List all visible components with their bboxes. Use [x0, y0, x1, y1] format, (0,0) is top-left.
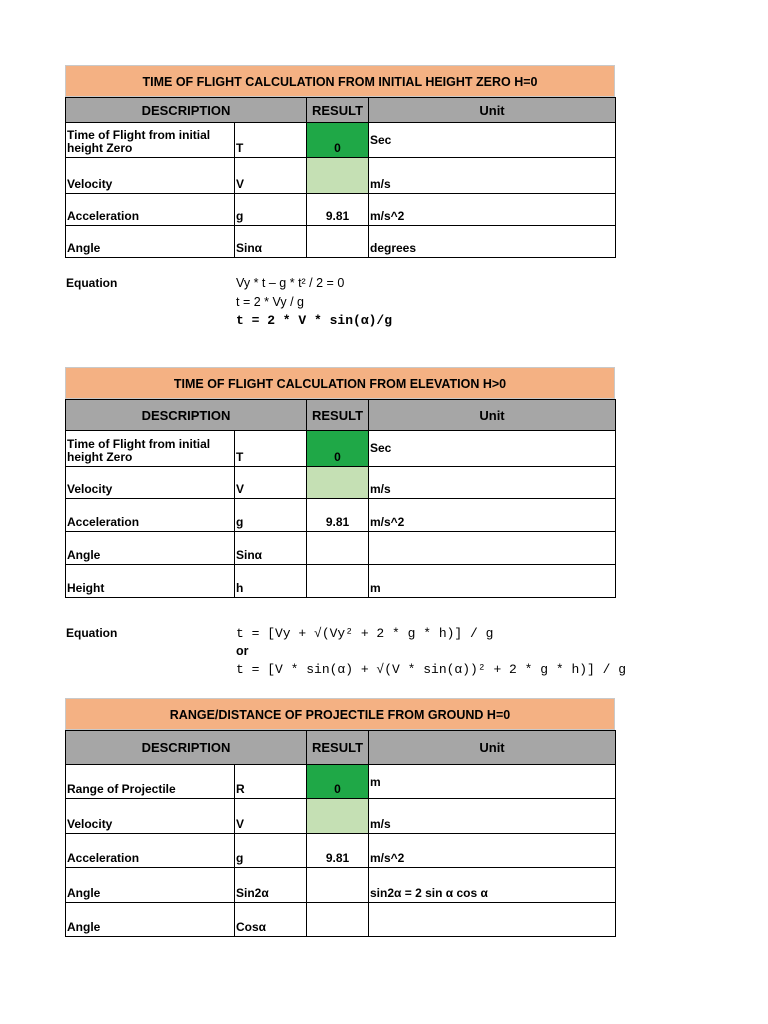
row-symbol: R: [235, 765, 307, 799]
row-unit: degrees: [369, 226, 616, 258]
result-cell[interactable]: 0: [307, 123, 369, 158]
header-unit: Unit: [369, 400, 616, 431]
header-description: DESCRIPTION: [66, 400, 307, 431]
row-symbol: T: [235, 431, 307, 467]
header-result: RESULT: [307, 400, 369, 431]
angle-input-cell[interactable]: [307, 868, 369, 903]
table-row: [66, 467, 616, 499]
angle-input-cell[interactable]: [307, 226, 369, 258]
section-title: TIME OF FLIGHT CALCULATION FROM INITIAL HEIGHT ZERO H=0: [65, 65, 615, 97]
row-symbol: Sinα: [235, 226, 307, 258]
equation-label: Equation: [66, 626, 118, 640]
table-row: [66, 226, 616, 258]
table-row: [66, 194, 616, 226]
row-symbol: g: [235, 499, 307, 532]
section-range-of-projectile: [65, 698, 615, 937]
table-row: [66, 799, 616, 834]
result-cell[interactable]: 0: [307, 765, 369, 799]
header-description: DESCRIPTION: [66, 731, 307, 765]
angle-input-cell[interactable]: [307, 532, 369, 565]
row-description: Velocity: [66, 799, 235, 834]
row-symbol: V: [235, 467, 307, 499]
row-unit: m/s^2: [369, 194, 616, 226]
row-unit: [369, 903, 616, 937]
height-input-cell[interactable]: [307, 565, 369, 598]
header-result: RESULT: [307, 731, 369, 765]
row-unit: m: [369, 565, 616, 598]
row-symbol: V: [235, 799, 307, 834]
row-symbol: Sin2α: [235, 868, 307, 903]
row-description: Acceleration: [66, 499, 235, 532]
row-symbol: g: [235, 194, 307, 226]
velocity-input-cell[interactable]: [307, 799, 369, 834]
calc-table: [65, 97, 616, 258]
row-symbol: T: [235, 123, 307, 158]
header-unit: Unit: [369, 731, 616, 765]
row-description: Angle: [66, 903, 235, 937]
result-cell[interactable]: 9.81: [307, 834, 369, 868]
table-row: [66, 903, 616, 937]
row-description: Height: [66, 565, 235, 598]
row-description: Velocity: [66, 158, 235, 194]
row-symbol: Sinα: [235, 532, 307, 565]
row-description: Time of Flight from initial height Zero: [66, 431, 235, 467]
velocity-input-cell[interactable]: [307, 158, 369, 194]
result-cell[interactable]: 0: [307, 431, 369, 467]
section-title: RANGE/DISTANCE OF PROJECTILE FROM GROUND H=0: [65, 698, 615, 730]
row-description: Angle: [66, 226, 235, 258]
row-unit: [369, 532, 616, 565]
row-unit: sin2α = 2 sin α cos α: [369, 868, 616, 903]
table-row: [66, 532, 616, 565]
row-description: Angle: [66, 868, 235, 903]
result-cell[interactable]: 9.81: [307, 499, 369, 532]
section-time-of-flight-h0: [65, 65, 615, 258]
row-description: Acceleration: [66, 834, 235, 868]
equation-label: Equation: [66, 276, 118, 290]
calc-table: [65, 399, 616, 598]
section-title: TIME OF FLIGHT CALCULATION FROM ELEVATION H>0: [65, 367, 615, 399]
table-row: [66, 431, 616, 467]
table-header-row: [66, 98, 616, 123]
row-symbol: g: [235, 834, 307, 868]
equation-line: Vy * t – g * t² / 2 = 0: [236, 276, 345, 290]
table-row: [66, 158, 616, 194]
row-unit: Sec: [369, 431, 616, 467]
row-unit: Sec: [369, 123, 616, 158]
header-description: DESCRIPTION: [66, 98, 307, 123]
row-description: Time of Flight from initial height Zero: [66, 123, 235, 158]
equation-line: t = [Vy + √(Vy² + 2 * g * h)] / g: [236, 626, 494, 641]
equation-line: t = 2 * Vy / g: [236, 295, 304, 309]
table-row: [66, 123, 616, 158]
row-description: Range of Projectile: [66, 765, 235, 799]
table-row: [66, 765, 616, 799]
calc-table: [65, 730, 616, 937]
table-row: [66, 868, 616, 903]
equation-line: t = 2 * V * sin(α)/g: [236, 313, 393, 328]
row-description: Velocity: [66, 467, 235, 499]
result-cell[interactable]: 9.81: [307, 194, 369, 226]
equation-line: or: [236, 644, 249, 658]
row-symbol: h: [235, 565, 307, 598]
velocity-input-cell[interactable]: [307, 467, 369, 499]
header-unit: Unit: [369, 98, 616, 123]
row-description: Angle: [66, 532, 235, 565]
row-unit: m/s^2: [369, 834, 616, 868]
row-unit: m/s: [369, 158, 616, 194]
section-time-of-flight-elevation: [65, 367, 615, 598]
row-unit: m/s: [369, 799, 616, 834]
row-unit: m/s^2: [369, 499, 616, 532]
table-row: [66, 565, 616, 598]
row-description: Acceleration: [66, 194, 235, 226]
header-result: RESULT: [307, 98, 369, 123]
table-header-row: [66, 731, 616, 765]
row-symbol: Cosα: [235, 903, 307, 937]
table-header-row: [66, 400, 616, 431]
table-row: [66, 834, 616, 868]
row-unit: m/s: [369, 467, 616, 499]
equation-line: t = [V * sin(α) + √(V * sin(α))² + 2 * g * h)] / g: [236, 662, 627, 677]
angle-cos-input-cell[interactable]: [307, 903, 369, 937]
row-symbol: V: [235, 158, 307, 194]
table-row: [66, 499, 616, 532]
row-unit: m: [369, 765, 616, 799]
